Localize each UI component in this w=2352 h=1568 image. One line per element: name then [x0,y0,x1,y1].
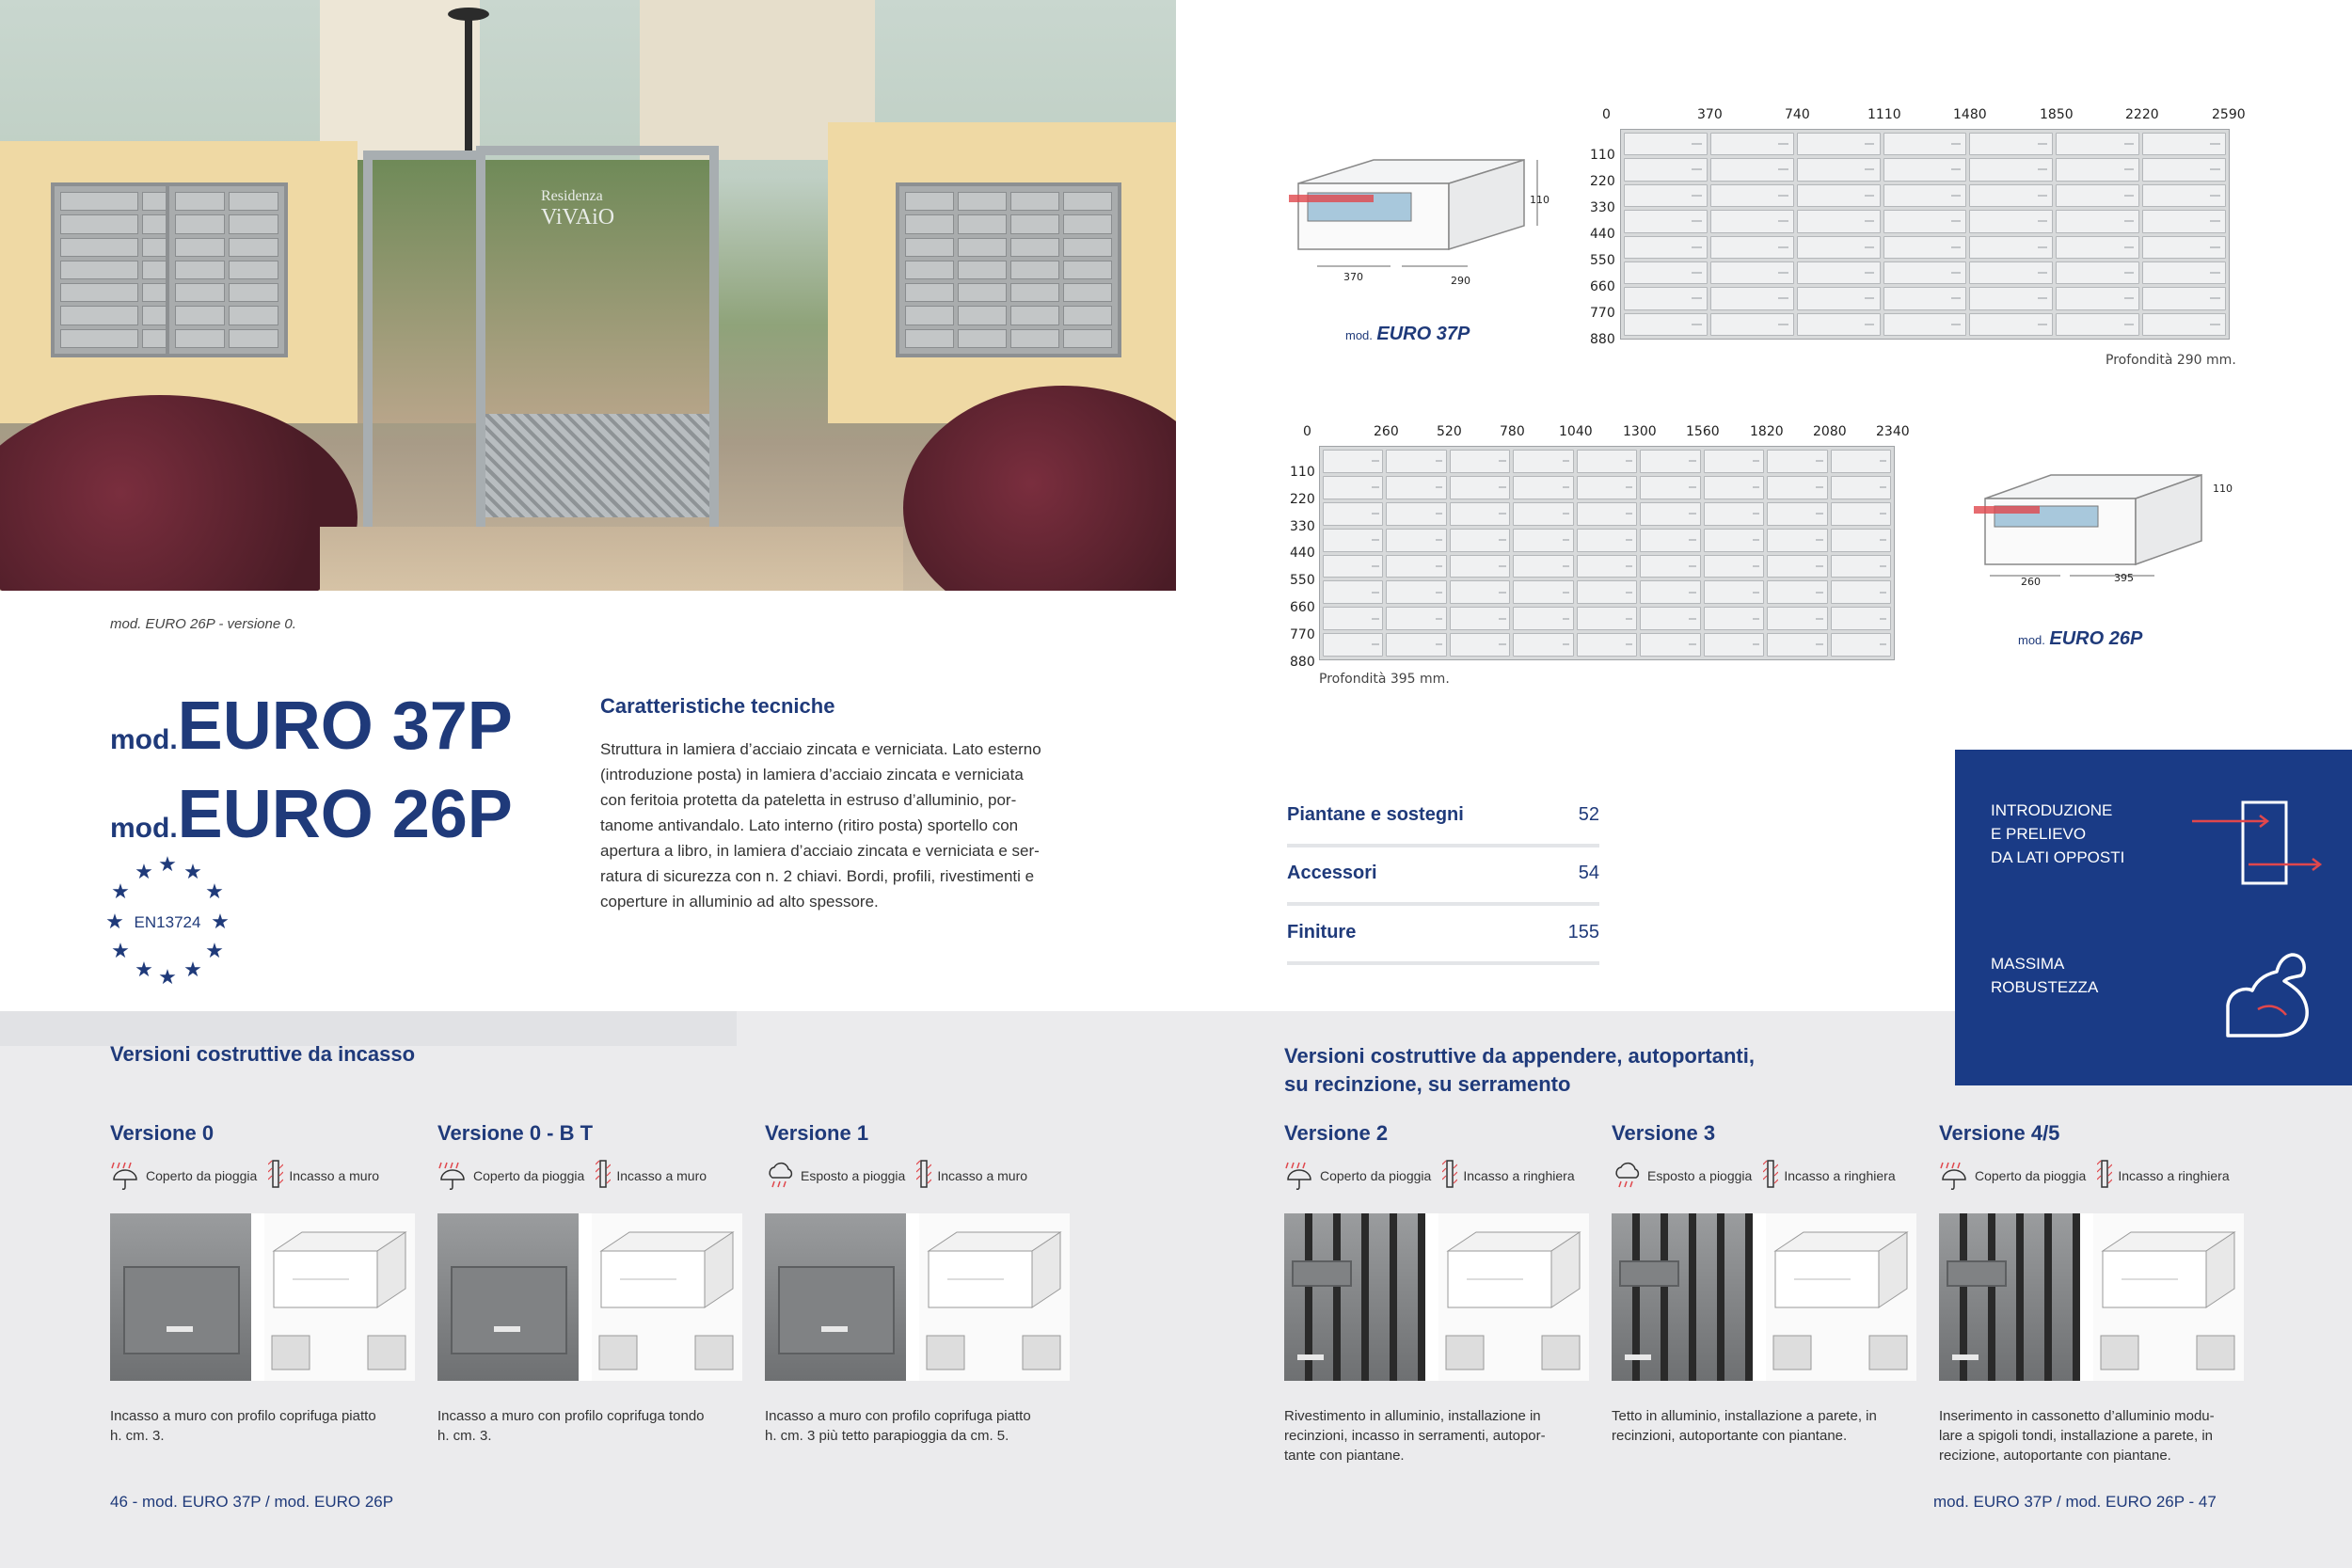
version-description [437,1406,757,1446]
version-desc-line: Rivestimento in alluminio, installazione in [1284,1408,1541,1424]
rain-tag [437,1157,707,1194]
version-desc-line: h. cm. 3 più tetto parapioggia da cm. 5. [765,1428,1009,1444]
svg-text:★: ★ [111,880,130,904]
gate-left-post [363,150,485,546]
version-description [1284,1406,1604,1465]
x-tick: 2080 [1813,424,1847,439]
version-desc-line: Incasso a muro con profilo coprifuga tondo [437,1408,705,1424]
street-lamp-head [448,8,489,21]
version-desc-line: tante con piantane. [1284,1448,1405,1464]
rain-tag-label: Coperto da pioggia [473,1167,585,1183]
version-photo [437,1213,579,1381]
building-left [320,0,480,160]
version-photo [110,1213,251,1381]
features-line: ratura di sicurezza con n. 2 chiavi. Bordi, profili, rivestimenti e [600,867,1035,885]
svg-text:★: ★ [183,861,202,884]
index-row-accessori[interactable] [1287,844,1599,906]
version-image [1939,1213,2244,1381]
rain-tag [1612,1157,1896,1194]
version-technical-drawing [2093,1213,2244,1381]
gate-sign [541,188,614,230]
model-label-37p [1345,324,1470,345]
model-name: EURO 37P [1376,324,1470,344]
feature-line: MASSIMA [1991,955,2065,973]
section-title-line: su recinzione, su serramento [1284,1072,1571,1096]
x-tick: 260 [1374,424,1399,439]
y-tick: 220 [1290,492,1315,507]
gate-sign-line2: ViVAiO [541,205,615,230]
features-line: coperture in alluminio ad alto spessore. [600,893,879,911]
version-technical-drawing [264,1213,415,1381]
y-tick: 660 [1290,600,1315,615]
version-technical-drawing [919,1213,1070,1381]
x-tick: 1820 [1750,424,1784,439]
umbrella-icon [1284,1157,1314,1194]
y-tick: 880 [1590,332,1615,347]
rain-tag-label: Esposto a pioggia [801,1167,906,1183]
index-page: 52 [1578,803,1599,825]
version-description [765,1406,1085,1446]
title-model-2: EURO 26P [177,777,513,852]
mailbox-panel-left-b [166,182,288,357]
rain-tag-label: Esposto a pioggia [1647,1167,1753,1183]
y-tick: 660 [1590,279,1615,294]
x-tick: 1560 [1686,424,1720,439]
version-desc-line: Inserimento in cassonetto d’alluminio modu- [1939,1408,2215,1424]
feature-line: DA LATI OPPOSTI [1991,848,2125,866]
version-description [1939,1406,2259,1465]
svg-text:★: ★ [158,966,177,988]
y-tick: 770 [1590,306,1615,321]
features-line: apertura a libro, in lamiera d’acciaio zincata e verniciata e ser- [600,842,1040,860]
x-tick: 2590 [2212,107,2246,122]
feature-line: INTRODUZIONE [1991,801,2113,819]
wall-icon [596,1157,611,1194]
y-tick: 110 [1290,465,1315,480]
svg-text:★: ★ [205,880,224,904]
version-desc-line: lare a spigoli tondi, installazione a parete, in [1939,1428,2214,1444]
railing-icon [2097,1157,2112,1194]
index-page: 54 [1578,862,1599,883]
version-image [110,1213,415,1381]
rain-tag [110,1157,379,1194]
wall-icon [916,1157,931,1194]
x-tick: 1040 [1559,424,1593,439]
photo-caption: mod. EURO 26P - versione 0. [110,616,296,632]
section-title-appendere [1284,1042,1755,1099]
version-image [1284,1213,1589,1381]
wall-icon [268,1157,283,1194]
x-tick: 1110 [1867,107,1901,122]
version-technical-drawing [1766,1213,1916,1381]
y-tick: 550 [1290,573,1315,588]
y-tick: 880 [1290,655,1315,670]
version-desc-line: recinzioni, autoportante con piantane. [1612,1428,1848,1444]
x-tick: 2340 [1876,424,1910,439]
rain-tag-label: Coperto da pioggia [146,1167,258,1183]
x-tick: 1850 [2040,107,2074,122]
rain-cloud-icon [1612,1157,1642,1194]
x-tick: 0 [1303,424,1311,439]
dim-depth: 395 [2114,572,2134,584]
model-label-26p [2018,628,2142,650]
mailbox-sketch-26p [1966,442,2211,593]
version-image [437,1213,742,1381]
y-tick: 440 [1590,227,1615,242]
version-photo [765,1213,906,1381]
versions-left-band [0,1011,737,1046]
features-body [600,736,1089,914]
index-page: 155 [1567,921,1599,942]
x-tick: 520 [1437,424,1462,439]
strength-arm-icon [2220,949,2314,1043]
umbrella-icon [437,1157,468,1194]
rain-tag-label: Coperto da pioggia [1975,1167,2087,1183]
bush-left [0,395,358,591]
svg-text:★: ★ [183,958,202,982]
x-tick: 0 [1602,107,1611,122]
model-name: EURO 26P [2049,628,2143,649]
y-tick: 330 [1290,519,1315,534]
version-photo [1284,1213,1425,1381]
index-label: Piantane e sostegni [1287,803,1464,825]
feature-line: ROBUSTEZZA [1991,978,2099,996]
index-row-finiture[interactable] [1287,903,1599,965]
index-label: Accessori [1287,862,1377,883]
mount-tag-label: Incasso a muro [289,1167,380,1183]
svg-text:★: ★ [105,911,124,934]
x-tick: 370 [1697,107,1723,122]
version-description [1612,1406,1931,1446]
footer-left: 46 - mod. EURO 37P / mod. EURO 26P [110,1493,394,1511]
dim-height: 110 [2213,483,2233,495]
mailbox-panel-right [896,182,1121,357]
rain-tag [1284,1157,1575,1194]
feature-opposite-sides [1991,799,2124,869]
dim-width: 260 [2021,576,2041,588]
umbrella-icon [1939,1157,1969,1194]
version-technical-drawing [592,1213,742,1381]
street-lamp [465,19,472,160]
footer-right: mod. EURO 37P / mod. EURO 26P - 47 [1933,1493,2217,1511]
y-tick: 440 [1290,546,1315,561]
y-tick: 330 [1590,200,1615,215]
x-tick: 740 [1785,107,1810,122]
section-title-line: Versioni costruttive da appendere, autoportanti, [1284,1044,1755,1068]
y-tick: 220 [1590,174,1615,189]
dim-depth: 290 [1451,275,1470,287]
y-tick: 770 [1290,627,1315,642]
opposite-sides-icon [2192,799,2324,887]
x-tick: 780 [1500,424,1525,439]
version-title: Versione 3 [1612,1121,1716,1145]
mount-tag-label: Incasso a ringhiera [2118,1167,2230,1183]
svg-text:★: ★ [135,958,153,982]
version-title: Versione 0 [110,1121,215,1145]
version-desc-line: h. cm. 3. [110,1428,165,1444]
version-photo [1939,1213,2080,1381]
version-photo [1612,1213,1753,1381]
mailbox-sketch-37p [1279,146,1552,287]
model-prefix: mod. [1345,328,1373,342]
svg-text:★: ★ [135,861,153,884]
version-technical-drawing [1438,1213,1589,1381]
x-tick: 2220 [2125,107,2159,122]
version-title: Versione 4/5 [1939,1121,2060,1145]
rain-tag [765,1157,1027,1194]
y-tick: 550 [1590,253,1615,268]
y-tick: 110 [1590,148,1615,163]
mailbox-grid-37p [1620,129,2230,340]
feature-box [1955,750,2352,1085]
feature-robustness [1991,952,2098,999]
version-title: Versione 0 - B T [437,1121,594,1145]
model-prefix: mod. [2018,633,2045,647]
mount-tag-label: Incasso a muro [616,1167,707,1183]
title-model-1: EURO 37P [177,689,513,764]
section-title-incasso: Versioni costruttive da incasso [110,1042,416,1066]
version-description [110,1406,430,1446]
railing-icon [1442,1157,1457,1194]
version-title: Versione 1 [765,1121,869,1145]
railing-icon [1763,1157,1778,1194]
mount-tag-label: Incasso a ringhiera [1784,1167,1896,1183]
mount-tag-label: Incasso a ringhiera [1463,1167,1575,1183]
title-prefix-1: mod. [110,724,178,755]
features-heading: Caratteristiche tecniche [600,694,835,718]
mount-tag-label: Incasso a muro [937,1167,1028,1183]
depth-note-26p: Profondità 395 mm. [1319,672,1450,687]
paving [320,527,903,591]
index-row-piantane[interactable] [1287,785,1599,847]
version-desc-line: h. cm. 3. [437,1428,492,1444]
dim-width: 370 [1343,271,1363,283]
mailbox-grid-26p [1319,446,1895,660]
feature-line: E PRELIEVO [1991,825,2087,843]
svg-text:★: ★ [211,911,230,934]
svg-text:★: ★ [158,856,177,877]
gate-sign-line1: Residenza [541,188,603,204]
index-label: Finiture [1287,921,1357,942]
rain-cloud-icon [765,1157,795,1194]
gate-mesh [485,414,709,517]
version-desc-line: Tetto in alluminio, installazione a parete, in [1612,1408,1877,1424]
hero-photo [0,0,1176,591]
version-title: Versione 2 [1284,1121,1389,1145]
rain-tag-label: Coperto da pioggia [1320,1167,1432,1183]
cert-label: EN13724 [134,913,201,931]
version-desc-line: Incasso a muro con profilo coprifuga piatto [110,1408,376,1424]
en-certification-badge [102,856,233,988]
features-line: (introduzione posta) in lamiera d’acciaio zincata e verniciata [600,766,1024,784]
svg-text:★: ★ [205,940,224,963]
version-desc-line: Incasso a muro con profilo coprifuga piatto [765,1408,1031,1424]
features-line: Struttura in lamiera d’acciaio zincata e verniciata. Lato esterno [600,740,1041,758]
product-title [110,691,513,868]
dim-height: 110 [1530,194,1549,206]
features-line: tanome antivandalo. Lato interno (ritiro posta) sportello con [600,816,1019,834]
version-desc-line: recinzioni, incasso in serramenti, autopor- [1284,1428,1546,1444]
features-line: con feritoia protetta da pateletta in estruso d’alluminio, por- [600,791,1017,809]
version-desc-line: recizione, autoportante con piantane. [1939,1448,2171,1464]
x-tick: 1480 [1953,107,1987,122]
title-prefix-2: mod. [110,813,178,844]
version-image [1612,1213,1916,1381]
depth-note-37p: Profondità 290 mm. [2106,353,2236,368]
rain-tag [1939,1157,2230,1194]
svg-text:★: ★ [111,940,130,963]
umbrella-icon [110,1157,140,1194]
x-tick: 1300 [1623,424,1657,439]
version-image [765,1213,1070,1381]
